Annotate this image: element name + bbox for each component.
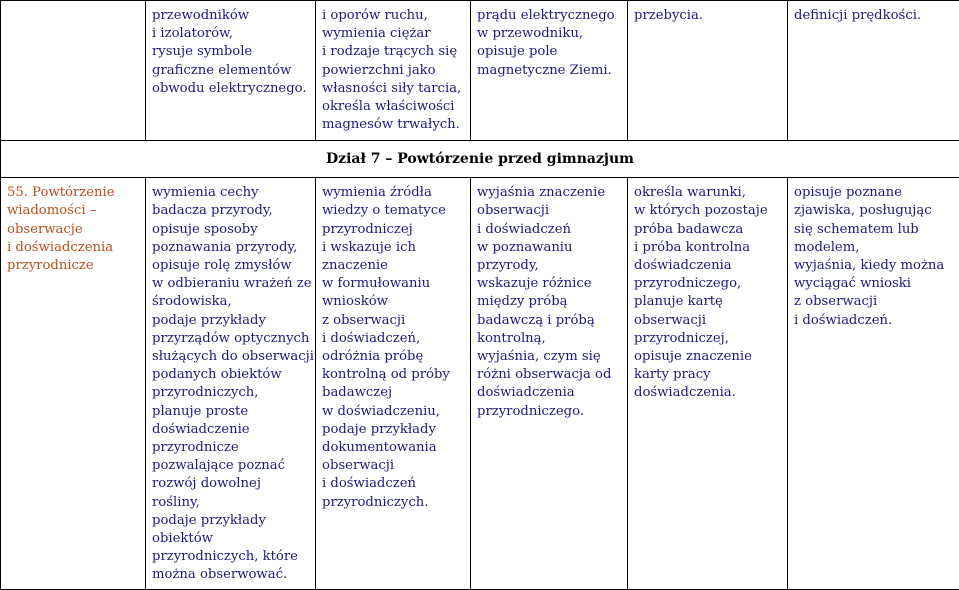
text-line: graficzne elementów <box>152 62 292 78</box>
text-line: rozwój dowolnej <box>152 476 261 492</box>
text-line: próba badawcza <box>634 221 744 237</box>
text-line: w formułowaniu <box>322 276 431 292</box>
text-line: rysuje symbole <box>152 44 253 60</box>
text-line: wiedzy o tematyce <box>322 203 446 219</box>
text-line: znaczenie <box>322 258 388 274</box>
text-line: obserwacje <box>7 221 83 237</box>
text-line: określa właściwości <box>322 99 455 115</box>
text-line: przyrodnicze <box>7 258 94 274</box>
text-line: opisuje rolę zmysłów <box>152 258 292 274</box>
text-line: wyjaśnia znaczenie <box>477 185 606 201</box>
lesson-column-4 <box>628 178 788 589</box>
text-line: doświadczenie <box>152 421 250 437</box>
top-cell-3 <box>471 1 628 141</box>
top-cell-2 <box>316 1 471 141</box>
text-line: i izolatorów, <box>152 26 233 42</box>
text-line: modelem, <box>794 239 860 255</box>
section-heading: Dział 7 – Powtórzenie przed gimnazjum <box>1 141 959 178</box>
text-line: kontrolną, <box>477 330 546 346</box>
text-line: wskazuje różnice <box>477 276 592 292</box>
text-line: przyrodniczego, <box>634 276 742 292</box>
text-line: rośliny, <box>152 494 200 510</box>
text-line: prądu elektrycznego <box>477 8 615 23</box>
top-cell-1 <box>146 1 316 141</box>
text-line: pozwalające poznać <box>152 458 285 474</box>
text-line: wiadomości – <box>7 203 97 219</box>
text-line: wniosków <box>322 294 388 310</box>
text-line: badawczej <box>322 385 393 401</box>
text-line: podaje przykłady <box>322 421 436 437</box>
text-line: opisuje poznane <box>794 185 902 201</box>
text-line: z obserwacji <box>322 312 406 328</box>
lesson-column-2 <box>316 178 471 589</box>
text-line: przyrody, <box>477 258 539 274</box>
text-line: i oporów ruchu, <box>322 8 428 23</box>
text-line: badacza przyrody, <box>152 203 273 219</box>
text-line: przyrodniczego. <box>477 403 585 419</box>
text-line: poznawania przyrody, <box>152 239 298 255</box>
text-line: powierzchni jako <box>322 62 436 78</box>
text-line: w odbieraniu wrażeń ze <box>152 276 312 292</box>
text-line: przyrodniczej, <box>634 330 729 346</box>
text-line: przyrodniczych, <box>152 385 259 401</box>
text-line: w poznawaniu <box>477 239 573 255</box>
text-line: się schematem lub <box>794 221 919 237</box>
lesson-column-1 <box>146 178 316 589</box>
text-line: przyrodniczych, które <box>152 549 298 565</box>
text-line: przyrządów optycznych <box>152 330 310 346</box>
text-line: wymienia źródła <box>322 185 432 201</box>
text-line: odróżnia próbę <box>322 349 424 365</box>
text-line: planuje kartę <box>634 294 723 310</box>
text-line: w których pozostaje <box>634 203 768 219</box>
text-line: i próba kontrolna <box>634 239 751 255</box>
text-line: kontrolną od próby <box>322 367 450 383</box>
text-line: podaje przykłady <box>152 512 266 528</box>
text-line: określa warunki, <box>634 185 746 201</box>
top-cell-4 <box>628 1 788 141</box>
section-heading-row <box>1 141 959 178</box>
text-line: przewodników <box>152 8 250 23</box>
text-line: przebycia. <box>634 8 704 23</box>
text-line: z obserwacji <box>794 294 878 310</box>
text-line: wymienia ciężar <box>322 26 431 42</box>
text-line: opisuje znaczenie <box>634 349 752 365</box>
text-line: przyrodniczych. <box>322 494 429 510</box>
text-line: wyjaśnia, czym się <box>477 349 601 365</box>
text-line: i doświadczenia <box>7 239 114 255</box>
text-line: i doświadczeń <box>477 221 571 237</box>
text-line: obserwacji <box>322 458 395 474</box>
text-line: można obserwować. <box>152 567 288 583</box>
lesson-row <box>1 178 959 589</box>
text-line: w doświadczeniu, <box>322 403 440 419</box>
text-line: podanych obiektów <box>152 367 282 383</box>
text-line: i rodzaje trących się <box>322 44 458 60</box>
text-line: magnesów trwałych. <box>322 117 460 133</box>
text-line: definicji prędkości. <box>794 8 922 23</box>
text-line: karty pracy <box>634 367 711 383</box>
text-line: doświadczenia <box>477 385 575 401</box>
top-cell-5 <box>788 1 959 141</box>
lesson-column-3 <box>471 178 628 589</box>
text-line: środowiska, <box>152 294 232 310</box>
lesson-column-5 <box>788 178 959 589</box>
text-line: i wskazuje ich <box>322 239 416 255</box>
text-line: wyjaśnia, kiedy można <box>794 258 945 274</box>
top-cell-empty <box>1 1 146 141</box>
text-line: i doświadczeń <box>322 476 416 492</box>
text-line: własności siły tarcia, <box>322 80 462 96</box>
text-line: przyrodnicze <box>152 440 239 456</box>
text-line: zjawiska, posługując <box>794 203 932 219</box>
text-line: magnetyczne Ziemi. <box>477 62 612 78</box>
text-line: różni obserwacja od <box>477 367 612 383</box>
text-line: obserwacji <box>477 203 550 219</box>
text-line: planuje proste <box>152 403 249 419</box>
text-line: przyrodniczej <box>322 221 413 237</box>
text-line: służących do obserwacji <box>152 349 314 365</box>
text-line: obwodu elektrycznego. <box>152 80 307 96</box>
text-line: obserwacji <box>634 312 707 328</box>
text-line: między próbą <box>477 294 568 310</box>
text-line: i doświadczeń, <box>322 330 421 346</box>
text-line: doświadczenia. <box>634 385 736 401</box>
text-line: dokumentowania <box>322 440 437 456</box>
text-line: opisuje pole <box>477 44 558 60</box>
text-line: w przewodniku, <box>477 26 584 42</box>
text-line: 55. Powtórzenie <box>7 185 115 201</box>
text-line: opisuje sposoby <box>152 221 258 237</box>
text-line: doświadczenia <box>634 258 732 274</box>
text-line: podaje przykłady <box>152 312 266 328</box>
text-line: obiektów <box>152 531 213 547</box>
text-line: badawczą i próbą <box>477 312 595 328</box>
lesson-topic <box>1 178 146 589</box>
text-line: wyciągać wnioski <box>794 276 912 292</box>
top-row <box>1 1 959 141</box>
text-line: wymienia cechy <box>152 185 259 201</box>
text-line: i doświadczeń. <box>794 312 893 328</box>
